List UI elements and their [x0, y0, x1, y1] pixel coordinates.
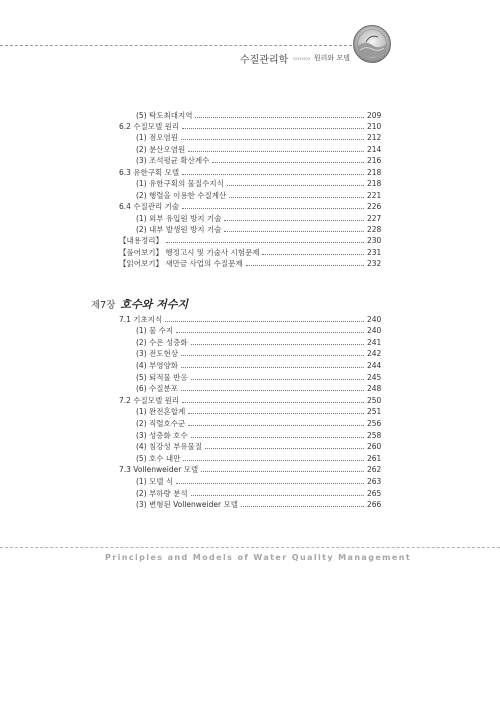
toc-entry-page: 210 — [367, 121, 382, 131]
toc-entry-page: 228 — [367, 225, 382, 234]
toc-entry-page: 265 — [367, 488, 382, 498]
chapter-title: 호수와 저수지 — [120, 298, 188, 311]
toc-entry[interactable] — [136, 189, 381, 201]
toc-entry-label: 【읽어보기】 새만금 사업의 수질문제 — [119, 259, 243, 269]
toc-entry-label: (2) 부하량 분석 — [136, 488, 188, 498]
dot-leader — [182, 402, 364, 403]
book-subtitle: 원리와 모델 — [313, 54, 350, 62]
dot-leader — [224, 231, 364, 232]
dot-leader — [182, 208, 364, 209]
toc-entry-page: 209 — [367, 110, 382, 120]
dot-leader — [191, 379, 364, 380]
toc-entry-label: (1) 완전혼합계 — [136, 407, 186, 417]
book-title: 수질관리학 — [240, 54, 289, 66]
toc-entry-page: 212 — [367, 133, 382, 143]
dot-leader — [182, 128, 364, 129]
toc-entry[interactable] — [119, 464, 381, 476]
toc-entry-page: 256 — [367, 418, 382, 428]
toc-entry-label: 7.3 Vollenweider 모델 — [119, 465, 199, 475]
toc-entry-page: 216 — [367, 156, 382, 166]
toc-entry-page: 241 — [367, 337, 382, 347]
dot-leader — [188, 425, 364, 426]
toc-entry-label: (2) 행렬을 이용한 수질계산 — [136, 190, 227, 200]
toc-entry-page: 240 — [367, 314, 382, 324]
toc-entry[interactable] — [136, 359, 381, 371]
toc-entry-label: (5) 호수 내만 — [136, 453, 181, 463]
toc-entry[interactable] — [119, 394, 381, 406]
toc-entry-label: (5) 퇴적물 반응 — [136, 372, 188, 382]
chapter-heading — [91, 296, 188, 312]
dot-leader — [195, 117, 364, 118]
toc-entry[interactable] — [136, 224, 381, 236]
dot-leader — [181, 390, 364, 391]
toc-entry-label: (4) 침강성 부유물질 — [136, 442, 203, 452]
toc-entry[interactable] — [119, 166, 381, 178]
toc-entry[interactable] — [136, 475, 381, 487]
dot-leader — [191, 495, 364, 496]
toc-entry[interactable] — [119, 201, 381, 213]
toc-entry[interactable] — [119, 258, 381, 270]
toc-entry[interactable] — [136, 429, 381, 441]
dot-leader — [166, 242, 364, 243]
dot-leader — [165, 321, 364, 322]
toc-entry[interactable] — [136, 371, 381, 383]
dot-leader — [182, 174, 364, 175]
toc-entry-page: 218 — [367, 179, 382, 189]
toc-entry[interactable] — [119, 120, 381, 132]
toc-entry[interactable] — [136, 417, 381, 429]
toc-entry[interactable] — [119, 246, 381, 258]
toc-entry-label: 6.2 수질모델 원리 — [119, 121, 180, 131]
toc-entry-label: (6) 수질분포 — [136, 384, 178, 394]
dot-leader — [181, 139, 364, 140]
toc-entry-label: 7.2 수질모델 원리 — [119, 395, 180, 405]
toc-entry[interactable] — [136, 325, 381, 337]
toc-entry-page: 262 — [367, 465, 382, 475]
toc-entry-label: (1) 물 수지 — [136, 326, 174, 336]
toc-entry-label: (2) 내부 발생원 방지 기술 — [136, 225, 222, 234]
dot-leader — [176, 483, 364, 484]
toc-entry-label: 【내용정리】 — [119, 236, 163, 246]
toc-entry-label: (1) 유한구획의 물질수지식 — [136, 179, 224, 189]
toc-entry-label: (1) 점오염원 — [136, 133, 178, 143]
toc-entry-label: (3) 변형된 Vollenweider 모델 — [136, 500, 238, 510]
toc-entry-label: 6.4 수질관리 기술 — [119, 202, 180, 212]
toc-entry-page: 232 — [367, 259, 382, 269]
toc-entry-label: (4) 부영양화 — [136, 360, 178, 370]
toc-entry-page: 244 — [367, 360, 382, 370]
toc-entry-page: 227 — [367, 213, 382, 223]
toc-entry-label: (3) 전도현상 — [136, 349, 178, 359]
toc-entry[interactable] — [136, 383, 381, 395]
toc-entry-label: 6.3 유한구획 모델 — [119, 167, 180, 177]
footer-text: Principles and Models of Water Quality Management — [105, 553, 412, 562]
dot-leader — [224, 220, 364, 221]
dot-leader — [246, 265, 364, 266]
toc-entry-label: 【풀어보기】 행정고시 및 기술사 시험문제 — [119, 247, 260, 257]
toc-entry-page: 261 — [367, 453, 382, 463]
toc-entry[interactable] — [136, 487, 381, 499]
toc-entry-page: 230 — [367, 236, 382, 246]
toc-entry-label: (2) 수온 성층화 — [136, 337, 188, 347]
toc-entry-label: (5) 탁도최대지역 — [136, 110, 193, 120]
toc-entry-page: 263 — [367, 476, 382, 486]
toc-entry-page: 226 — [367, 202, 382, 212]
toc-entry[interactable] — [136, 132, 381, 144]
toc-entry[interactable] — [119, 313, 381, 325]
dot-leader — [183, 460, 364, 461]
toc-entry[interactable] — [136, 212, 381, 224]
toc-entry-label: (2) 분산오염원 — [136, 144, 186, 154]
toc-entry-page: 221 — [367, 190, 382, 200]
toc-entry[interactable] — [136, 155, 381, 167]
dot-leader — [191, 344, 364, 345]
toc-entry-label: 7.1 기초지식 — [119, 314, 163, 324]
toc-entry-page: 251 — [367, 407, 382, 417]
dot-leader — [201, 471, 364, 472]
toc-entry[interactable] — [136, 143, 381, 155]
dot-leader — [262, 254, 364, 255]
dot-leader — [227, 185, 364, 186]
toc-entry-page: 245 — [367, 372, 382, 382]
toc-entry-page: 266 — [367, 500, 382, 510]
toc-entry[interactable] — [136, 348, 381, 360]
toc-entry-label: (3) 조석평균 확산계수 — [136, 156, 210, 166]
dot-leader — [181, 355, 364, 356]
dot-leader — [191, 437, 364, 438]
toc-entry[interactable] — [136, 109, 381, 121]
dot-leader — [181, 367, 364, 368]
toc-entry[interactable] — [119, 235, 381, 247]
dot-leader — [188, 413, 364, 414]
toc-entry[interactable] — [136, 336, 381, 348]
dot-leader — [229, 197, 364, 198]
toc-entry-page: 231 — [367, 247, 382, 257]
toc-entry[interactable] — [136, 452, 381, 464]
toc-entry-page: 258 — [367, 430, 382, 440]
toc-entry-page: 260 — [367, 442, 382, 452]
dot-leader — [212, 162, 364, 163]
toc-entry[interactable] — [136, 499, 381, 511]
chapter-number: 제7장 — [91, 300, 116, 311]
toc-entry[interactable] — [136, 441, 381, 453]
toc-entry-label: (2) 직렬호수군 — [136, 418, 186, 428]
toc-entry-page: 240 — [367, 326, 382, 336]
toc-entry-page: 248 — [367, 384, 382, 394]
toc-entry-page: 214 — [367, 144, 382, 154]
toc-entry-page: 242 — [367, 349, 382, 359]
toc-entry[interactable] — [136, 406, 381, 418]
toc-entry-label: (1) 외부 유입원 방지 기술 — [136, 213, 222, 223]
dot-leader — [188, 151, 364, 152]
toc-entry[interactable] — [136, 178, 381, 190]
footer-rule — [0, 547, 500, 548]
chevron-arrows-icon: ›››››››› — [292, 53, 310, 63]
dot-leader — [176, 332, 364, 333]
toc-entry-page: 218 — [367, 167, 382, 177]
dot-leader — [241, 506, 364, 507]
dot-leader — [205, 448, 364, 449]
toc-entry-label: (1) 모델 식 — [136, 476, 174, 486]
toc-entry-page: 250 — [367, 395, 382, 405]
toc-entry-label: (3) 성층화 호수 — [136, 430, 188, 440]
